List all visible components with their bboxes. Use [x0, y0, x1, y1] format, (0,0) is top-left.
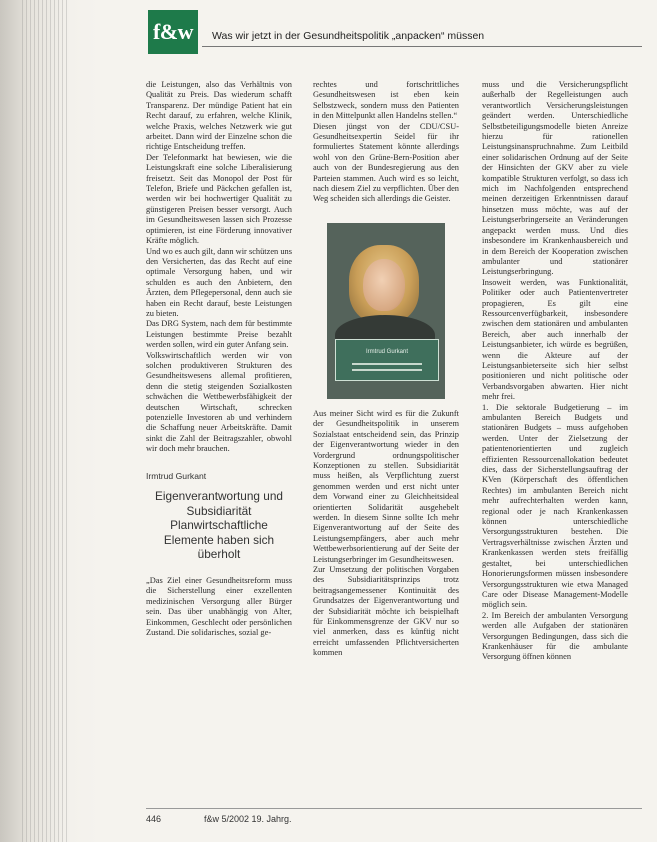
- paragraph: muss und die Versicherungspflicht außerhalb der Regelleistungen auch verantwortlich Versicherungsleistungen geändert werden. Unterschiedliche Selbstbeteiligungsmodelle bieten Anreize hierzu für rationellen Leistungsinanspruchnahme. Zum Leitbild einer solidarischen Ordnung auf der Seite der Hinsichten der GKV aber zu viele kompatible Strukturen verfolgt, so dass ich mich im Nachfolgenden entsprechend meinen derzeitigen Erkenntnissen darauf hinsetzen muss möchte, was auf der Leistungserbringerseite an Veränderungen angepackt werden muss. Und dies insbesondere im Krankenhausbereich und in dem Bereich der Kooperation zwischen ambulanter und stationärer Leistungserbringung.: [482, 80, 628, 277]
- paragraph: Volkswirtschaftlich werden wir von solchen produktiveren Strukturen des Gesundheitswesens allemal profitieren, denn die stetig steigenden Sozialkosten schwächen die Wettbewerbsfähigkeit der deutschen Wirtschaft, schrecken potenzielle Investoren ab und verhindern die Schaffung neuer Arbeitskräfte. Damit sinkt die Zahl der Beitragszahler, obwohl wir doch mehr brauchen.: [146, 350, 292, 454]
- paragraph: Insoweit werden, was Funktionalität, Politiker oder auch Patientenvertreter propagieren, Es gilt eine Ressourcenverfügbarkeit, insbesondere zwischen dem stationären und ambulanten Bereich, aber auch innerhalb der Leistungsanbieter, ich würde es begrüßen, wenn die Akteure auf der Leistungsanbieterseite sich hier selbst positionieren und nicht politische oder Verbandsvorgaben abwarten. Hier nicht mehr frei.: [482, 277, 628, 402]
- paragraph: 1. Die sektorale Budgetierung – im ambulanten Bereich Budgets und stationären Budgets – muss aufgehoben werden. Unter der Zielsetzung der patientenorientierten und zugleich effizienten Ressourcenallokation bedeutet dies, dass der Sicherstellungsauftrag der KVen (Körperschaft des öffentlichen Rechtes) im ambulanten Bereich nicht mehr aufrechterhalten werden kann, regional oder je nach Krankenkassen können unterschiedliche Versorgungsstrukturen bestehen. Die Vertragsverhältnisse zwischen Ärzten und Krankenkassen werden stets freifällig gestaltet, bei unterschiedlichen Honorierungsformen müssen insbesondere Versorgungsstrukturen wie etwa Managed Care oder Disease Management-Modelle möglich sein.: [482, 402, 628, 610]
- photo-caption-line: [352, 363, 422, 365]
- paragraph: rechtes und fortschrittliches Gesundheitswesen ist eben kein Selbstzweck, sondern muss den Patienten in den Mittelpunkt allen Handelns stellen.“: [313, 80, 459, 121]
- photo-face: [363, 259, 405, 311]
- header-rule: [202, 46, 642, 47]
- text-column-3: [482, 80, 628, 663]
- author-photo: [327, 223, 445, 399]
- quote-paragraph: „Das Ziel einer Gesundheitsreform muss die Sicherstellung einer exzellenten medizinischen Versorgung aller Bürger sein. Das über unabhängig von Alter, Einkommen, Geschlecht oder persönlichen Zustand. Die solidarisches, sozial ge-: [146, 576, 292, 638]
- issue-info: f&w 5/2002 19. Jahrg.: [204, 814, 292, 824]
- paragraph: Das DRG System, nach dem für bestimmte Leistungen bestimmte Preise bezahlt werden sollen, wird ein guter Anfang sein.: [146, 319, 292, 350]
- section-headline: Eigenverantwortung und Subsidiarität Planwirtschaftliche Elemente haben sich überholt: [155, 489, 283, 562]
- page-number: 446: [146, 814, 162, 824]
- paragraph: Zur Umsetzung der politischen Vorgaben des Subsidiaritätsprinzips trotz beitragsangemessener Kontinuität des Grundsatzes der Eigenverantwortung und der Subsidiarität möchte ich beispielhaft für Einkommensgrenze der GKV nur so viel anmerken, dass es künftig nicht erreicht umfassenden Pflichtversicherten kommen: [313, 564, 459, 658]
- photo-caption-name: Irmtrud Gurkant: [365, 349, 408, 356]
- paragraph: Aus meiner Sicht wird es für die Zukunft der Gesundheitspolitik in unserem Sozialstaat entscheidend sein, das Prinzip der Eigenverantwortung wieder in den Vordergrund ordnungspolitischer Konzeptionen zu stellen. Subsidiarität muss heißen, als Verpflichtung zuerst genommen werden und erst nicht unter dem Vorwand einer zu Gleichheitsideal orientierten Solidarität ausgehebelt werden. In diesem Sinne sollte Ich mehr Eigenverantwortung auf der Seite des Leistungsempfängers, aber auch mehr Wettbewerbsorientierung auf der Seite der Leistungserbringer im Gesundheitswesen.: [313, 408, 459, 564]
- text-column-2: [313, 80, 459, 659]
- photo-caption-line: [352, 369, 422, 371]
- text-column-1: [146, 80, 292, 638]
- paragraph: Der Telefonmarkt hat bewiesen, wie die Leistungskraft eine solche Liberalisierung freisetzt. Seit das Monopol der Post für Telefon, Briefe und Päckchen gefallen ist, werden wir bei hochwertiger Qualität zu günstigeren Preisen besser versorgt. Auch im Gesundheitswesen lassen sich Prozesse optimieren, ist eine Förderung innovativer Kräfte möglich.: [146, 152, 292, 246]
- paragraph: die Leistungen, also das Verhältnis von Qualität zu Preis. Das wiederum schafft Transparenz. Der mündige Patient hat ein Recht darauf, zu erfahren, welche Klinik, welche Praxis, welches Netzwerk wie gut arbeitet. Dann wird der Einzelne schon die richtige Entscheidung treffen.: [146, 80, 292, 152]
- fw-logo: f&w: [148, 10, 198, 54]
- photo-caption-box: [335, 339, 439, 381]
- author-name: Irmtrud Gurkant: [146, 470, 207, 481]
- paragraph: Diesen jüngst von der CDU/CSU-Gesundheitsexpertin Seidel für ihr formuliertes Statement könnte allerdings wohl von den Grüne-Bern-Position aber auch von der Bundesregierung aus den Parteien stammen. Auch wird es so leicht, nach diesem Ziel zu verpflichten. Über den Weg scheiden sich allerdings die Geister.: [313, 121, 459, 204]
- paragraph: 2. Im Bereich der ambulanten Versorgung werden alle Aufgaben der stationären Versorgungen Bedingungen, dass sich die Krankenhäuser für die ambulante Versorgung öffnen können: [482, 610, 628, 662]
- page-edges: [22, 0, 70, 842]
- header-title: Was wir jetzt in der Gesundheitspolitik „anpacken“ müssen: [212, 30, 485, 42]
- paragraph: Und wo es auch gilt, dann wir schützen uns den Versicherten, das das Recht auf eine optimale Versorgung haben, und wir schulden es auch den Anbietern, den Ärzten, dem Pflegepersonal, denn auch sie haben ein Recht darauf, beste Leistungen zu bieten.: [146, 246, 292, 318]
- footer-rule: [146, 808, 642, 809]
